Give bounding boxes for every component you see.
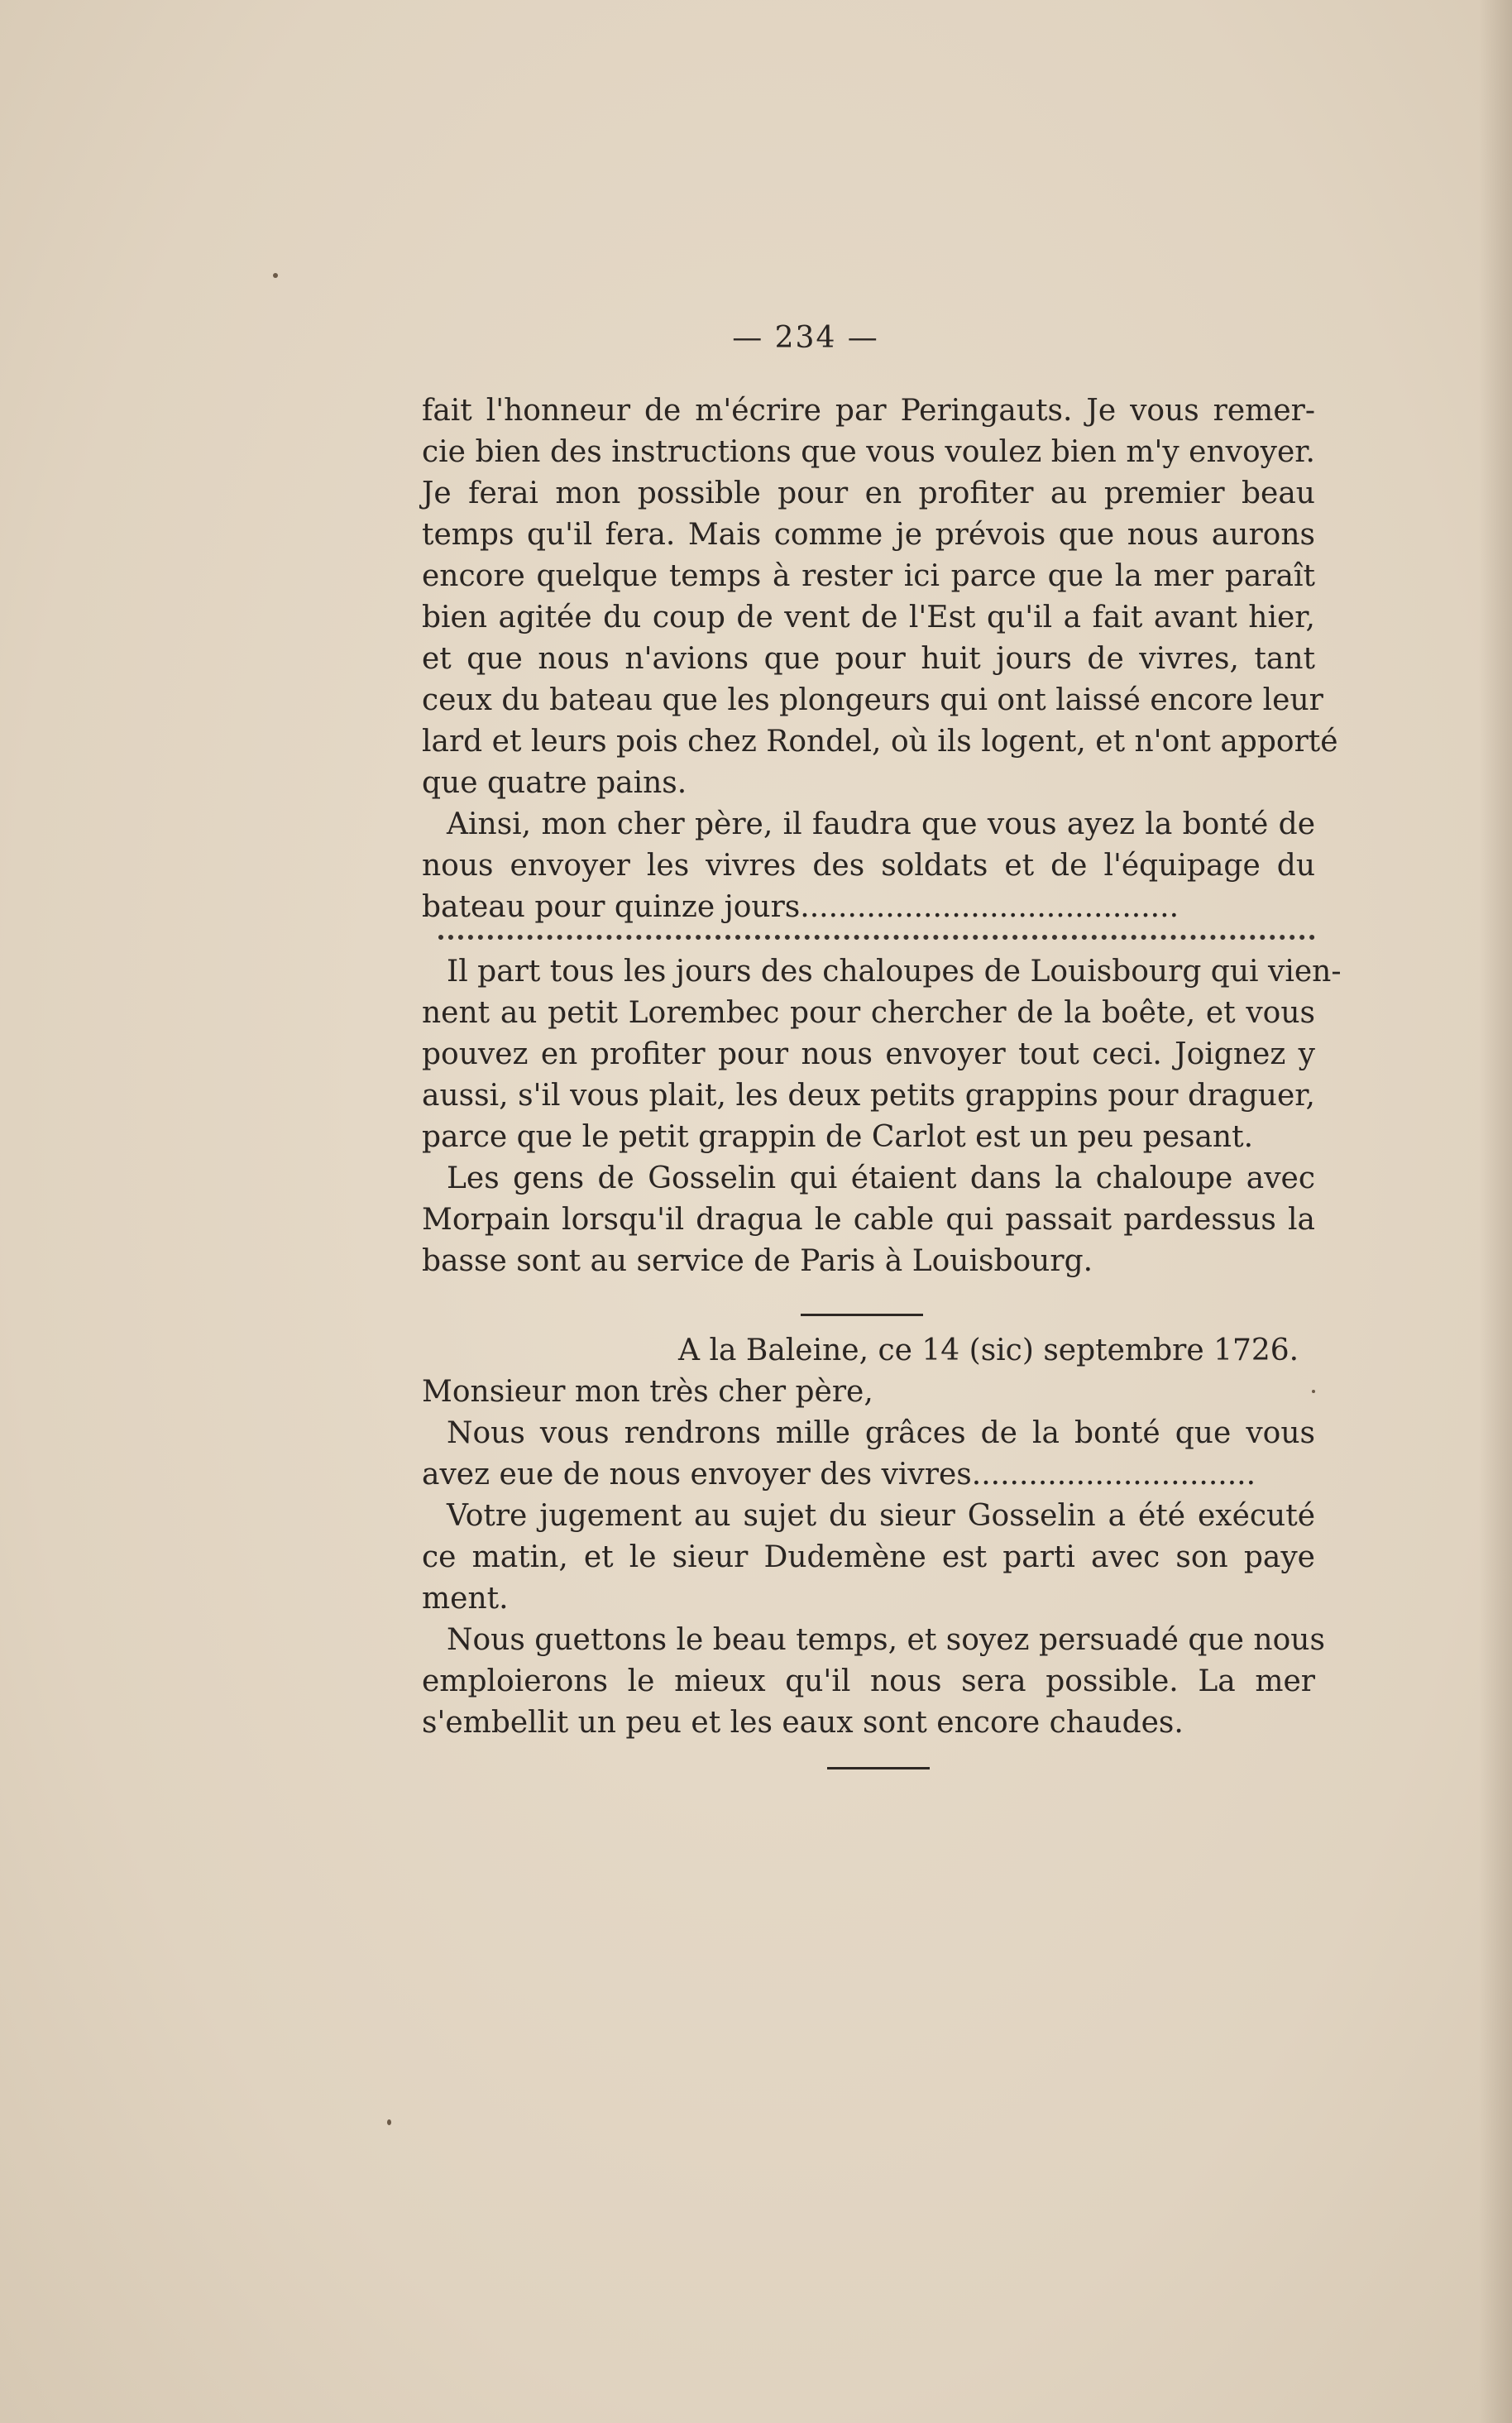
text-line: Les gens de Gosselin qui étaient dans la chaloupe avec: [447, 1161, 1315, 1195]
text-line: basse sont au service de Paris à Louisbourg.: [422, 1244, 1093, 1278]
ellipsis-separator: [438, 935, 1315, 940]
text-line: bateau pour quinze jours........................................: [422, 890, 1179, 924]
text-line: Nous vous rendrons mille grâces de la bonté que vous: [447, 1416, 1315, 1450]
text-line: et que nous n'avions que pour huit jours de vivres, tant: [422, 642, 1315, 676]
text-line: Morpain lorsqu'il dragua le cable qui passait pardessus la: [422, 1203, 1315, 1237]
paper-speck: [273, 273, 278, 278]
text-line: Je ferai mon possible pour en profiter au premier beau: [422, 476, 1315, 510]
text-line: que quatre pains.: [422, 766, 687, 800]
text-line: Nous guettons le beau temps, et soyez persuadé que nous: [447, 1623, 1325, 1657]
paper-speck: [1312, 1390, 1315, 1393]
end-divider: [827, 1767, 930, 1769]
paper-speck: [387, 2119, 391, 2125]
text-line: avez eue de nous envoyer des vivres..............................: [422, 1458, 1256, 1492]
text-line: parce que le petit grappin de Carlot est un peu pesant.: [422, 1120, 1254, 1154]
text-line: aussi, s'il vous plait, les deux petits grappins pour draguer,: [422, 1079, 1315, 1113]
text-line: emploierons le mieux qu'il nous sera possible. La mer: [422, 1664, 1315, 1698]
letter-salutation: Monsieur mon très cher père,: [422, 1375, 873, 1409]
text-line: ment.: [422, 1582, 509, 1616]
section-divider: [801, 1314, 923, 1316]
text-line: encore quelque temps à rester ici parce que la mer paraît: [422, 559, 1315, 593]
text-line: fait l'honneur de m'écrire par Peringauts. Je vous remer-: [422, 394, 1315, 428]
text-line: pouvez en profiter pour nous envoyer tout ceci. Joignez y: [422, 1037, 1315, 1071]
page-edge-shadow: [1479, 0, 1512, 2423]
text-line: ce matin, et le sieur Dudemène est parti avec son paye: [422, 1540, 1315, 1574]
text-line: lard et leurs pois chez Rondel, où ils logent, et n'ont apporté: [422, 725, 1338, 759]
text-line: cie bien des instructions que vous voulez bien m'y envoyer.: [422, 435, 1315, 469]
letter-dateline: A la Baleine, ce 14 (sic) septembre 1726.: [678, 1334, 1299, 1367]
text-line: Votre jugement au sujet du sieur Gosselin a été exécuté: [447, 1499, 1315, 1533]
text-line: s'embellit un peu et les eaux sont encore chaudes.: [422, 1706, 1184, 1740]
text-line: nent au petit Lorembec pour chercher de la boête, et vous: [422, 996, 1315, 1030]
next-letter: [422, 1330, 1325, 1744]
letter-continuation: [422, 390, 1338, 928]
text-line: ceux du bateau que les plongeurs qui ont laissé encore leur: [422, 683, 1323, 717]
text-line: Ainsi, mon cher père, il faudra que vous ayez la bonté de: [447, 807, 1315, 841]
page-number: — 234 —: [732, 321, 879, 355]
text-line: temps qu'il fera. Mais comme je prévois que nous aurons: [422, 518, 1315, 552]
text-line: bien agitée du coup de vent de l'Est qu'il a fait avant hier,: [422, 601, 1315, 634]
text-line: Il part tous les jours des chaloupes de Louisbourg qui vien-: [447, 955, 1342, 989]
letter-paragraphs: [422, 951, 1342, 1282]
text-line: nous envoyer les vivres des soldats et de l'équipage du: [422, 849, 1315, 883]
